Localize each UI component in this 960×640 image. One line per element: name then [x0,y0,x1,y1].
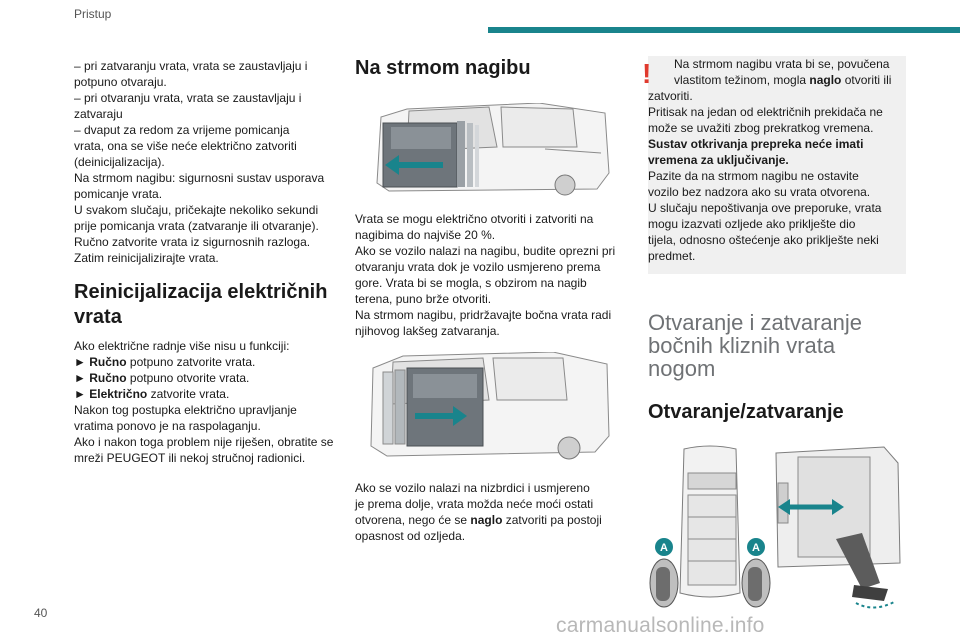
text-line: Zatim reinicijalizirajte vrata. [74,251,219,265]
text-line: Na strmom nagibu, pridržavajte bočna vrata radi [355,308,612,322]
text-fragment: zatvoriti pa postoji [502,513,602,527]
text-line: Na strmom nagibu: sigurnosni sustav usporava [74,171,325,185]
step-bold: Električno [89,387,148,401]
text-line: zatvoriti. [648,89,693,103]
text-bold: vremena za uključivanje. [648,153,789,167]
step-bold: Ručno [89,371,127,385]
text-line: mreži PEUGEOT ili nekoj stručnoj radionici. [74,451,306,465]
text-line: Ručno zatvorite vrata iz sigurnosnih razloga. [74,235,311,249]
heading-reinitialization: Reinicijalizacija električnih vrata [74,281,328,328]
text-fragment: vlastitom težinom, mogla [674,73,810,87]
step-item [74,386,344,402]
text-line: Nakon tog postupka električno upravljanje [74,403,297,417]
text-line: može se uvažiti zbog prekratkog vremena. [648,121,874,135]
text-bold: naglo [809,73,842,87]
bullet-arrow-icon: ► [74,371,86,385]
text-line: – pri otvaranju vrata, vrata se zaustavljaju i [74,91,302,105]
text-line: Na strmom nagibu vrata bi se, povučena [674,57,890,71]
text-line: Ako i nakon toga problem nije riješen, obratite se [74,435,334,449]
step-text: zatvorite vrata. [147,387,230,401]
step-text: potpuno zatvorite vrata. [126,355,256,369]
bullet-arrow-icon: ► [74,387,86,401]
van-door-opening-illustration [363,352,613,462]
text-line: vrata, ona se više neće električno zatvoriti [74,139,297,153]
text-line: vozilo bez nadzora ako su vrata otvorena. [648,185,871,199]
text-line: mogu izazvati ozljede ako priklješte dio [648,217,856,231]
marker-a-left: A [660,542,668,554]
text-fragment: otvorena, nego će se [355,513,471,527]
van-door-closing-illustration [369,103,613,197]
text-line: potpuno otvaraju. [74,75,167,89]
text-line: nagibima do najviše 20 %. [355,228,496,242]
text-line: njihovog lakšeg zatvaranja. [355,324,500,338]
column-left [74,58,344,466]
bullet-arrow-icon: ► [74,355,86,369]
step-text: potpuno otvorite vrata. [126,371,250,385]
column-right [642,56,906,613]
watermark: carmanualsonline.info [556,614,765,637]
warning-box [642,56,906,274]
page-number: 40 [34,606,48,620]
running-header: Pristup [74,7,112,21]
foot-operation-illustrations [648,443,906,613]
text-line: prije pomicanja vrata (zatvaranje ili otvaranje). [74,219,319,233]
text-line: Pritisak na jedan od električnih prekidača ne [648,105,883,119]
text-line: – dvaput za redom za vrijeme pomicanja [74,123,290,137]
step-item [74,370,344,386]
text-line: predmet. [648,249,696,263]
text-line: je prema dolje, vrata možda neće moći ostati [355,497,594,511]
warning-exclamation-icon: ! [642,58,652,89]
section-title [648,311,906,380]
text-line [648,136,898,152]
section-title-line: bočnih kliznih vrata [648,333,836,358]
text-line: vratima ponovo je na raspolaganju. [74,419,261,433]
text-line [648,72,898,88]
text-line: Pazite da na strmom nagibu ne ostavite [648,169,859,183]
header-accent-bar [488,27,960,33]
section-title-line: Otvaranje i zatvaranje [648,310,862,335]
text-line: Ako se vozilo nalazi na nizbrdici i usmjereno [355,481,590,495]
step-item [74,354,344,370]
step-bold: Ručno [89,355,127,369]
heading-steep-slope: Na strmom nagibu [355,57,531,79]
text-bold: Sustav otkrivanja prepreka neće imati [648,137,864,151]
text-line: U svakom slučaju, pričekajte nekoliko sekundi [74,203,319,217]
text-line: zatvaraju [74,107,123,121]
section-title-line: nogom [648,356,716,381]
text-bold: naglo [470,513,503,527]
heading-opening-closing: Otvaranje/zatvaranje [648,401,844,423]
text-line: Ako se vozilo nalazi na nagibu, budite oprezni pri [355,244,616,258]
text-line: U slučaju nepoštivanja ove preporuke, vrata [648,201,882,215]
column-middle [355,56,625,544]
text-line [648,152,898,168]
foot-sensor-illustration [648,443,906,613]
marker-a-right: A [752,542,760,554]
text-line: Vrata se mogu električno otvoriti i zatvoriti na [355,212,594,226]
text-line: – pri zatvaranju vrata, vrata se zaustavljaju i [74,59,308,73]
text-line: opasnost od ozljeda. [355,529,466,543]
text-fragment: otvoriti ili [841,73,892,87]
text-line: (deinicijalizacija). [74,155,165,169]
text-line: Ako električne radnje više nisu u funkciji: [74,339,290,353]
text-line: gore. Vrata bi se mogla, s obzirom na nagib [355,276,587,290]
text-line [355,512,625,528]
text-line: tijela, odnosno oštećenje ako priklješte neki [648,233,879,247]
text-line: otvaranju vrata dok je vozilo usmjereno prema [355,260,601,274]
text-line: pomicanje vrata. [74,187,163,201]
text-line: terena, puno brže otvoriti. [355,292,492,306]
